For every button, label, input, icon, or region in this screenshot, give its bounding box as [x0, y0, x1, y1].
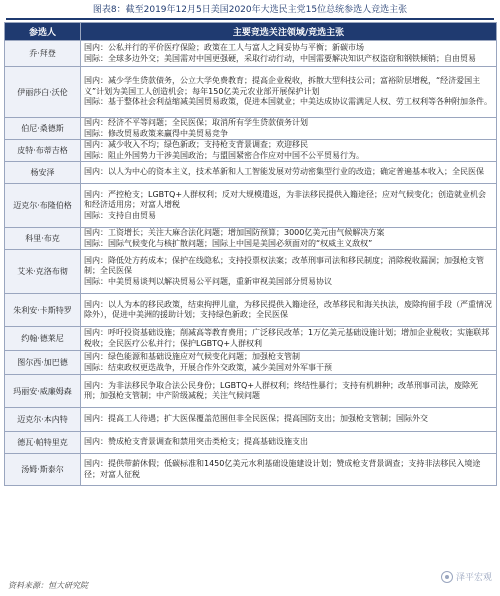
platform-line: 国内：降低处方药成本；保护在线隐私；支持投票权法案；改革刑事司法和移民制度；消除税收漏洞；加强枪支管制；全民医保: [84, 255, 484, 276]
platform-line: 国内：绿色能源和基础设施应对气候变化问题；加强枪支管制: [84, 352, 300, 361]
table-row: [5, 294, 497, 327]
platform-cell: [81, 228, 497, 250]
platform-line: 国内：减少学生贷款债务，公立大学免费教育；提高企业税收，拆散大型科技公司；富裕阶层增税，“经济爱国主义”计划为美国工人创造机会；每年150亿美元农业部开展保护计划: [84, 76, 481, 96]
platform-cell: [81, 162, 497, 184]
table-row: [5, 408, 497, 432]
platform-cell: [81, 327, 497, 351]
platform-cell: [81, 432, 497, 454]
header-platform: 主要竞选关注领域/竞选主张: [81, 23, 497, 41]
table-row: [5, 351, 497, 375]
platform-line: 国内：以人为本的移民政策，结束拘押儿童，为移民提供入籍途径，改革移民和海关执法，废除拘留手段（严重情况除外），促进中美洲的援助计划；支持绿色新政；全民医保: [84, 299, 492, 319]
candidate-name: 德瓦·帕特里克: [5, 432, 81, 454]
platform-line: 国内：严控枪支；LGBTQ+人群权利；反对大规模遣返，为非法移民提供入籍途径；应对气候变化；创造就业机会和经济适用房；对富人增税: [84, 189, 487, 210]
table-body: [5, 41, 497, 486]
platform-cell: [81, 140, 497, 162]
platform-cell: [81, 408, 497, 432]
platform-cell: [81, 375, 497, 408]
table-row: [5, 454, 497, 486]
table-row: [5, 41, 497, 67]
platform-line: 国际：中美贸易谈判以解决贸易公平问题，重新审视美国部分贸易协议: [84, 276, 332, 286]
candidates-table: [4, 22, 497, 486]
table-row: [5, 140, 497, 162]
candidate-name: 约翰·德莱尼: [5, 327, 81, 351]
candidate-name: 皮特·布蒂吉格: [5, 140, 81, 162]
candidate-name: 朱利安·卡斯特罗: [5, 294, 81, 327]
platform-line: 国际：全球多边外交；美国需对中国更强硬，采取行动行动，中国需要解决知识产权盗窃和钢铁倾销；自由贸易: [84, 53, 476, 63]
platform-line: 国内：经济不平等问题；全民医保；取消所有学生贷款债务计划: [84, 118, 308, 127]
candidate-name: 迈克尔·本内特: [5, 408, 81, 432]
platform-cell: [81, 250, 497, 294]
platform-line: 国内：呼吁投资基础设施；削减高等教育费用；广泛移民改革；1万亿美元基础设施计划；增加企业税收；实施联邦税收；全民医疗公私并行；保护LGBTQ+人群权利: [84, 328, 490, 348]
platform-line: 国内：减少收入不均；绿色新政；支持枪支背景调查；欢迎移民: [84, 140, 308, 149]
source-note: 资料来源：恒大研究院: [8, 581, 88, 590]
table-row: [5, 432, 497, 454]
platform-line: 国内：提供带薪休假；低碳标准和1450亿美元水利基础设施建设计划；赞成枪支背景调查；支持非法移民入境途径；对富人征税: [84, 459, 481, 479]
platform-cell: [81, 351, 497, 375]
platform-line: 国内：提高工人待遇；扩大医保覆盖范围但非全民医保；提高国防支出；加强枪支管制；国际外交: [84, 414, 428, 424]
header-candidate: 参选人: [5, 23, 81, 41]
candidate-name: 玛丽安·威廉姆森: [5, 375, 81, 408]
figure-title: 图表8：截至2019年12月5日美国2020年大选民主党15位总统参选人竞选主张: [6, 2, 494, 20]
candidate-name: 科里·布克: [5, 228, 81, 250]
table-row: [5, 375, 497, 408]
platform-cell: [81, 184, 497, 228]
watermark: [441, 570, 492, 583]
candidate-name: 杨安泽: [5, 162, 81, 184]
watermark-text: 泽平宏观: [455, 573, 492, 583]
table-row: [5, 162, 497, 184]
platform-cell: [81, 41, 497, 67]
candidate-name: 伯尼·桑德斯: [5, 118, 81, 140]
table-row: [5, 327, 497, 351]
platform-line: 国内：以人为中心的资本主义，技术革新和人工智能发展对劳动密集型行业的改造；确定普遍基本收入；全民医保: [84, 167, 484, 177]
platform-cell: [81, 118, 497, 140]
platform-line: 国际：支持自由贸易: [84, 210, 156, 220]
platform-line: 国际：修改贸易政策来赢得中美贸易竞争: [84, 128, 228, 138]
table-row: [5, 184, 497, 228]
platform-line: 国际：结束政权更迭战争，开展合作外交政策，减少美国对外军事干预: [84, 362, 332, 372]
candidate-name: 迈克尔·布隆伯格: [5, 184, 81, 228]
candidate-name: 乔·拜登: [5, 41, 81, 67]
table-row: [5, 250, 497, 294]
platform-cell: [81, 454, 497, 486]
wechat-icon: [441, 571, 453, 583]
table-row: [5, 67, 497, 118]
candidate-name: 伊丽莎白·沃伦: [5, 67, 81, 118]
platform-line: 国际：国际气候变化与核扩散问题；国际上中国是美国必须面对的“权威主义敌权”: [84, 238, 373, 248]
table-row: [5, 118, 497, 140]
platform-line: 国内：工资增长；关注大麻合法化问题；增加国防预算；3000亿美元由气候解决方案: [84, 228, 385, 237]
platform-line: 国内：公私并行的平价医疗保险；政策在工人与富人之间妥协与平衡；新碳市场: [84, 43, 364, 52]
candidate-name: 汤姆·斯泰尔: [5, 454, 81, 486]
candidate-name: 图尔西·加巴德: [5, 351, 81, 375]
platform-cell: [81, 294, 497, 327]
table-header-row: [5, 23, 497, 41]
candidate-name: 艾米·克洛布彻: [5, 250, 81, 294]
platform-line: 国内：赞成枪支背景调查和禁用突击类枪支；提高基础设施支出: [84, 437, 308, 447]
platform-line: 国内：为非法移民争取合法公民身份；LGBTQ+人群权利；终结性暴行；支持有机耕种；改革刑事司法，废除死刑；加强枪支管制；中产阶级减税；关注气候问题: [84, 380, 479, 400]
platform-cell: [81, 67, 497, 118]
platform-line: 国际：基于整体社会利益缩减美国贸易政策，促进本国就业；中美达成协议需满足人权、劳工权利等各种附加条件。: [84, 97, 492, 107]
table-row: [5, 228, 497, 250]
platform-line: 国际：阻止外国势力干涉美国政治；与盟国紧密合作应对中国不公平贸易行为。: [84, 150, 364, 160]
